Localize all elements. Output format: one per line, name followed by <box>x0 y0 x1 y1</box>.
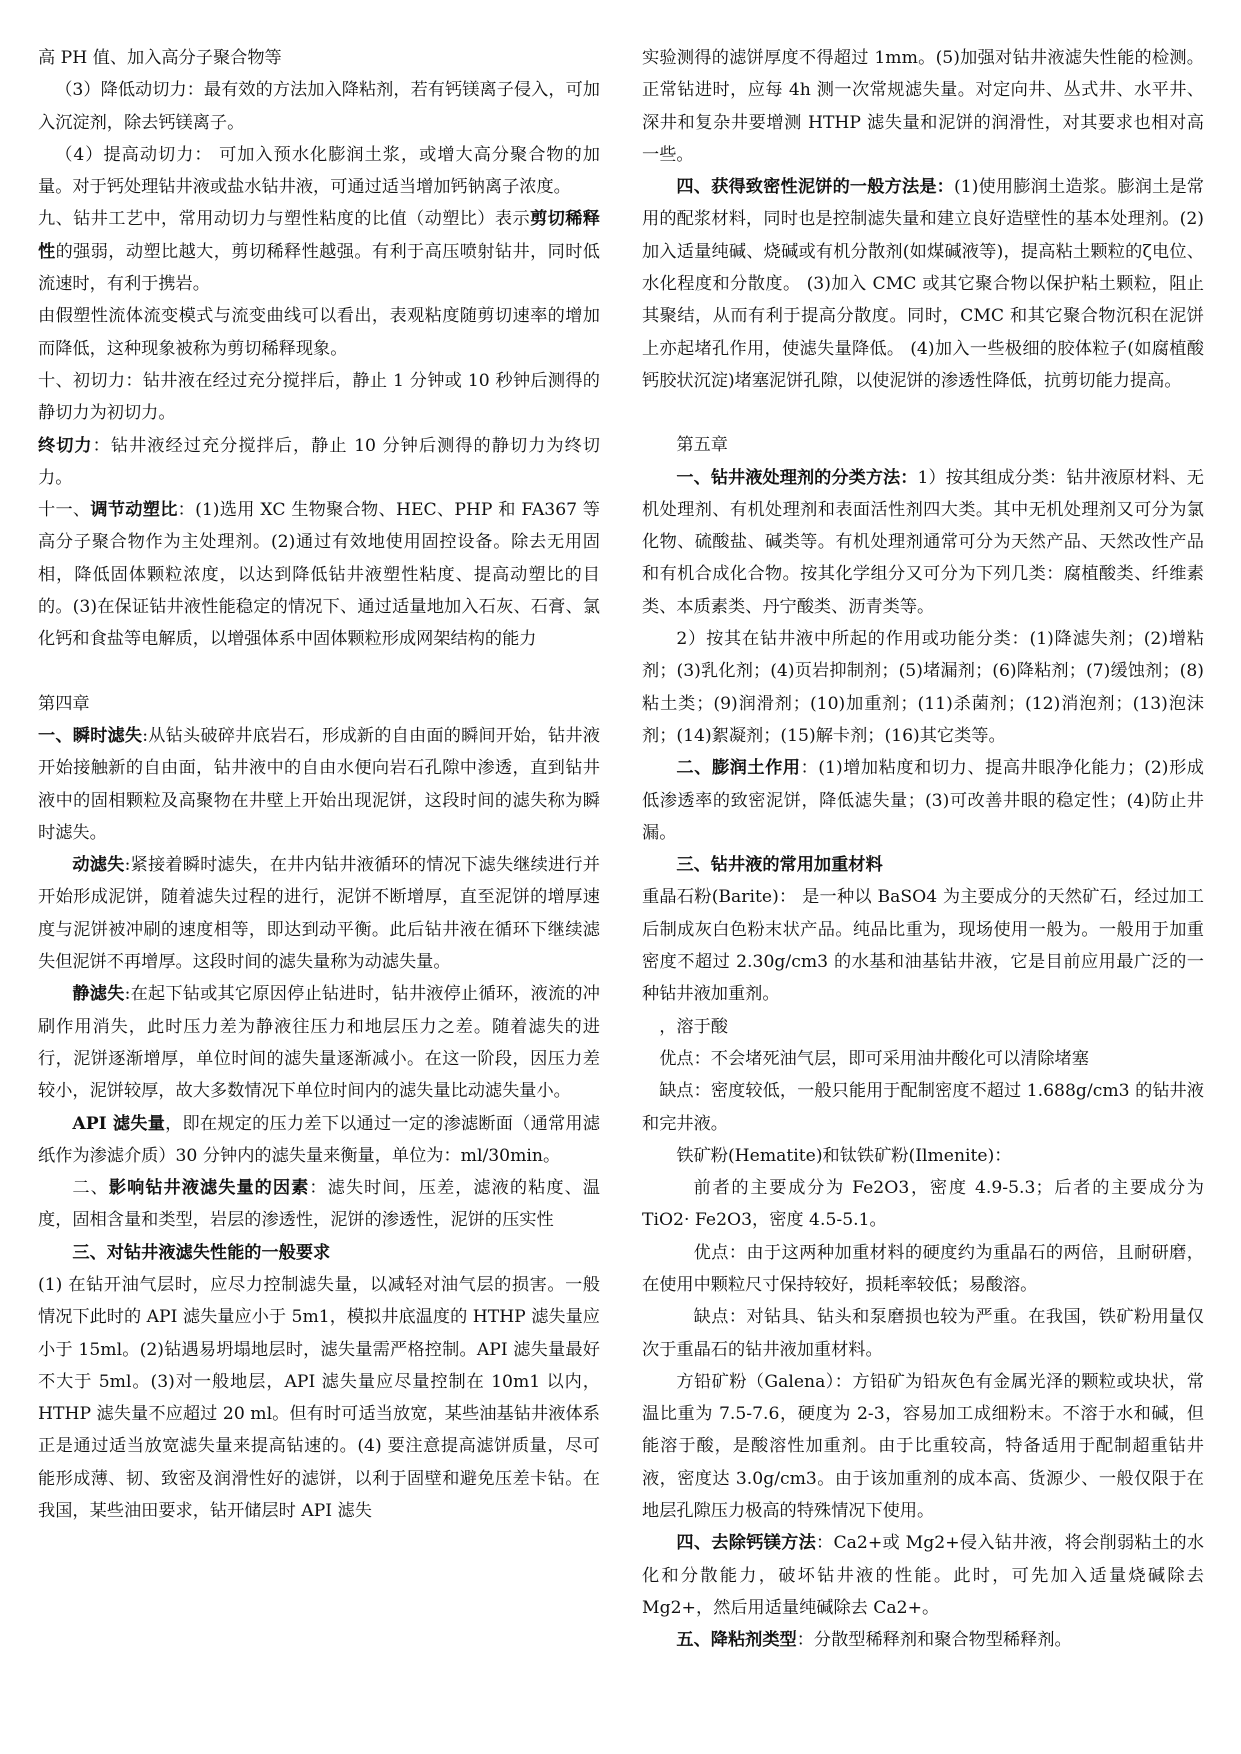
paragraph: 前者的主要成分为 Fe2O3，密度 4.9-5.3；后者的主要成分为 TiO2· Fe2O3，密度 4.5-5.1。 <box>642 1178 1204 1231</box>
text-run: ：分散型稀释剂和聚合物型稀释剂。 <box>796 1630 1072 1651</box>
paragraph: （4）提高动切力： 可加入预水化膨润土浆，或增大高分聚合物的加量。对于钙处理钻井液或盐水钻井液，可通过适当增加钙钠离子浓度。 <box>38 144 600 198</box>
text-run: ：(1)增加粘度和切力、提高井眼净化能力；(2)形成低渗透率的致密泥饼，降低滤失量；(3)可改善井眼的稳定性；(4)防止井漏。 <box>642 758 1204 843</box>
paragraph <box>38 849 600 978</box>
paragraph: 铁矿粉(Hematite)和钛铁矿粉(Ilmenite)： <box>676 1145 1012 1166</box>
bold-term: 动滤失 <box>72 855 125 876</box>
paragraph: 高 PH 值、加入高分子聚合物等 <box>38 48 282 68</box>
text-run: ：(1)选用 XC 生物聚合物、HEC、PHP 和 FA367 等高分子聚合物作为主处理剂。(2)通过有效地使用固控设备。除去无用固相，降低固体颗粒浓度，以达到降低钻井液塑性粘度、提高动塑比的目的。(3)在保证钻井液性能稳定的情况下、通过适量地加入石灰、石膏、氯化钙和食盐等电解质，以增强体系中固体颗粒形成网架结构的能力 <box>38 500 600 650</box>
paragraph <box>642 1527 1204 1624</box>
paragraph: 方铅矿粉（Galena）：方铅矿为铅灰色有金属光泽的颗粒或块状，常温比重为 7.5-7.6，硬度为 2-3，容易加工成细粉末。不溶于水和碱，但能溶于酸，是酸溶性加重剂。由于比重较高，特备适用于配制超重钻井液，密度达 3.0g/cm3。由于该加重剂的成本高、货源少、一般仅限于在地层孔隙压力极高的特殊情况下使用。 <box>642 1371 1204 1522</box>
text-run: ：滤失时间，压差，滤液的粘度、温度，固相含量和类型，岩层的渗透性，泥饼的渗透性，泥饼的压实性 <box>38 1178 600 1231</box>
paragraph <box>38 494 600 655</box>
text-run: :从钻头破碎井底岩石，形成新的自由面的瞬间开始，钻井液开始接触新的自由面，钻井液中的自由水便向岩石孔隙中渗透，直到钻井液中的固相颗粒及高聚物在井壁上开始出现泥饼，这段时间的滤失称为瞬时滤失。 <box>38 725 600 843</box>
paragraph <box>642 171 1204 397</box>
spacer <box>642 397 1204 429</box>
paragraph: （3）降低动切力：最有效的方法加入降粘剂，若有钙镁离子侵入，可加入沉淀剂，除去钙镁离子。 <box>38 80 600 133</box>
bold-term: 一、钻井液处理剂的分类方法： <box>676 467 918 488</box>
paragraph: 重晶石粉(Barite)： 是一种以 BaSO4 为主要成分的天然矿石，经过加工后制成灰白色粉末状产品。纯品比重为，现场使用一般为。一般用于加重密度不超过 2.30g/cm3 的水基和油基钻井液，它是目前应用最广泛的一种钻井液加重剂。 <box>642 887 1204 1005</box>
bold-term: 静滤失 <box>72 984 125 1005</box>
paragraph <box>38 1172 600 1237</box>
bold-term: 五、降粘剂类型 <box>676 1630 797 1651</box>
spacer <box>38 656 600 688</box>
text-run: 二、 <box>72 1178 109 1199</box>
paragraph <box>38 430 600 495</box>
paragraph: (1) 在钻开油气层时，应尽力控制滤失量，以减轻对油气层的损害。一般情况下此时的 API 滤失量应小于 5m1，模拟井底温度的 HTHP 滤失量应小于 15ml。(2)钻遇易坍塌地层时，滤失量需严格控制。API 滤失量最好不大于 5ml。(3)对一般地层，API 滤失量应尽量控制在 10m1 以内，HTHP 滤失量不应超过 20 ml。但有时可适当放宽，某些油基钻井液体系正是通过适当放宽滤失量来提高钻速的。(4) 要注意提高滤饼质量，尽可能形成薄、韧、致密及润滑性好的滤饼，以利于固壁和避免压差卡钻。在我国，某些油田要求，钻开储层时 API 滤失 <box>38 1274 600 1522</box>
paragraph <box>642 1624 1204 1656</box>
paragraph <box>38 720 600 849</box>
text-run: ：Ca2+或 Mg2+侵入钻井液，将会削弱粘土的水化和分散能力，破坏钻井液的性能。此时，可先加入适量烧碱除去 Mg2+，然后用适量纯碱除去 Ca2+。 <box>642 1533 1204 1618</box>
paragraph: 缺点：对钻具、钻头和泵磨损也较为严重。在我国，铁矿粉用量仅次于重晶石的钻井液加重材料。 <box>642 1307 1204 1360</box>
paragraph <box>642 462 1204 623</box>
paragraph: 十、初切力：钻井液在经过充分搅拌后，静止 1 分钟或 10 秒钟后测得的静切力为初切力。 <box>38 370 600 424</box>
bold-term: 一、瞬时滤失 <box>38 725 143 746</box>
chapter-heading: 第五章 <box>676 435 728 456</box>
bold-term: API 滤失量 <box>72 1113 166 1134</box>
text-run: (1)使用膨润土造浆。膨润土是常用的配浆材料，同时也是控制滤失量和建立良好造壁性的基本处理剂。(2)加入适量纯碱、烧碱或有机分散剂(如煤碱液等)，提高粘土颗粒的ζ电位、水化程度和分散度。 (3)加入 CMC 或其它聚合物以保护粘土颗粒，阻止其聚结，从而有利于提高分散度。同时，CMC 和其它聚合物沉积在泥饼上亦起堵孔作用，使滤失量降低。 (4)加入一些极细的胶体粒子(如腐植酸钙胶状沉淀)堵塞泥饼孔隙，以使泥饼的渗透性降低，抗剪切能力提高。 <box>642 177 1204 391</box>
paragraph: 由假塑性流体流变模式与流变曲线可以看出，表观粘度随剪切速率的增加而降低，这种现象被称为剪切稀释现象。 <box>38 306 600 359</box>
text-run: 十一、 <box>38 500 91 521</box>
text-run: ，即在规定的压力差下以通过一定的渗滤断面（通常用滤纸作为渗滤介质）30 分钟内的滤失量来衡量，单位为：ml/30min。 <box>38 1113 600 1166</box>
text-run: 九、钻井工艺中，常用动切力与塑性粘度的比值（动塑比）表示 <box>38 209 531 230</box>
paragraph: 2）按其在钻井液中所起的作用或功能分类：(1)降滤失剂；(2)增粘剂；(3)乳化剂；(4)页岩抑制剂；(5)堵漏剂；(6)降粘剂；(7)缓蚀剂；(8)粘土类；(9)润滑剂；(10)加重剂；(11)杀菌剂；(12)消泡剂；(13)泡沫剂；(14)絮凝剂；(15)解卡剂；(16)其它类等。 <box>642 629 1204 746</box>
paragraph: 缺点：密度较低，一般只能用于配制密度不超过 1.688g/cm3 的钻井液和完井液。 <box>642 1081 1204 1134</box>
text-run: 的强弱，动塑比越大，剪切稀释性越强。有利于高压喷射钻井，同时低流速时，有利于携岩。 <box>38 241 600 295</box>
paragraph <box>642 752 1204 849</box>
paragraph: 实验测得的滤饼厚度不得超过 1mm。(5)加强对钻井液滤失性能的检测。正常钻进时，应每 4h 测一次常规滤失量。对定向井、丛式井、水平井、深井和复杂井要增测 HTHP 滤失量和泥饼的润滑性，对其要求也相对高一些。 <box>642 48 1204 165</box>
left-column <box>38 42 600 1527</box>
section-heading: 三、对钻井液滤失性能的一般要求 <box>72 1242 331 1263</box>
text-run: :在起下钻或其它原因停止钻进时，钻井液停止循环，液流的冲刷作用消失，此时压力差为静液往压力和地层压力之差。随着滤失的进行，泥饼逐渐增厚，单位时间的滤失量逐渐减小。在这一阶段，因压力差较小，泥饼较厚，故大多数情况下单位时间内的滤失量比动滤失量小。 <box>38 984 600 1102</box>
paragraph: 优点：由于这两种加重材料的硬度约为重晶石的两倍，且耐研磨，在使用中颗粒尺寸保持较好，损耗率较低；易酸溶。 <box>642 1242 1204 1295</box>
paragraph: 优点：不会堵死油气层，即可采用油井酸化可以清除堵塞 <box>659 1048 1089 1069</box>
text-run: :紧接着瞬时滤失，在井内钻井液循环的情况下滤失继续进行并开始形成泥饼，随着滤失过程的进行，泥饼不断增厚，直至泥饼的增厚速度与泥饼被冲刷的速度相等，即达到动平衡。此后钻井液在循环下继续滤失但泥饼不再增厚。这段时间的滤失量称为动滤失量。 <box>38 855 600 973</box>
paragraph: ，溶于酸 <box>659 1016 728 1037</box>
bold-term: 四、去除钙镁方法 <box>676 1533 817 1554</box>
section-heading: 三、钻井液的常用加重材料 <box>676 855 883 876</box>
text-run: ：钻井液经过充分搅拌后，静止 10 分钟后测得的静切力为终切力。 <box>38 435 600 488</box>
bold-term: 影响钻井液滤失量的因素 <box>108 1178 310 1199</box>
bold-term: 四、获得致密性泥饼的一般方法是： <box>676 177 955 198</box>
right-column <box>642 42 1204 1657</box>
bold-term: 终切力 <box>38 435 93 456</box>
paragraph <box>38 1108 600 1173</box>
bold-term: 剪切稀释性 <box>38 209 600 262</box>
paragraph <box>38 978 600 1107</box>
paragraph <box>38 203 600 300</box>
bold-term: 二、膨润土作用 <box>676 758 801 779</box>
chapter-heading: 第四章 <box>38 693 90 714</box>
text-run: 1）按其组成分类：钻井液原材料、无机处理剂、有机处理剂和表面活性剂四大类。其中无机处理剂又可分为氯化物、硫酸盐、碱类等。有机处理剂通常可分为天然产品、天然改性产品和有机合成化合物。按其化学组分又可分为下列几类：腐植酸类、纤维素类、本质素类、丹宁酸类、沥青类等。 <box>642 467 1204 617</box>
bold-term: 调节动塑比 <box>90 500 178 521</box>
